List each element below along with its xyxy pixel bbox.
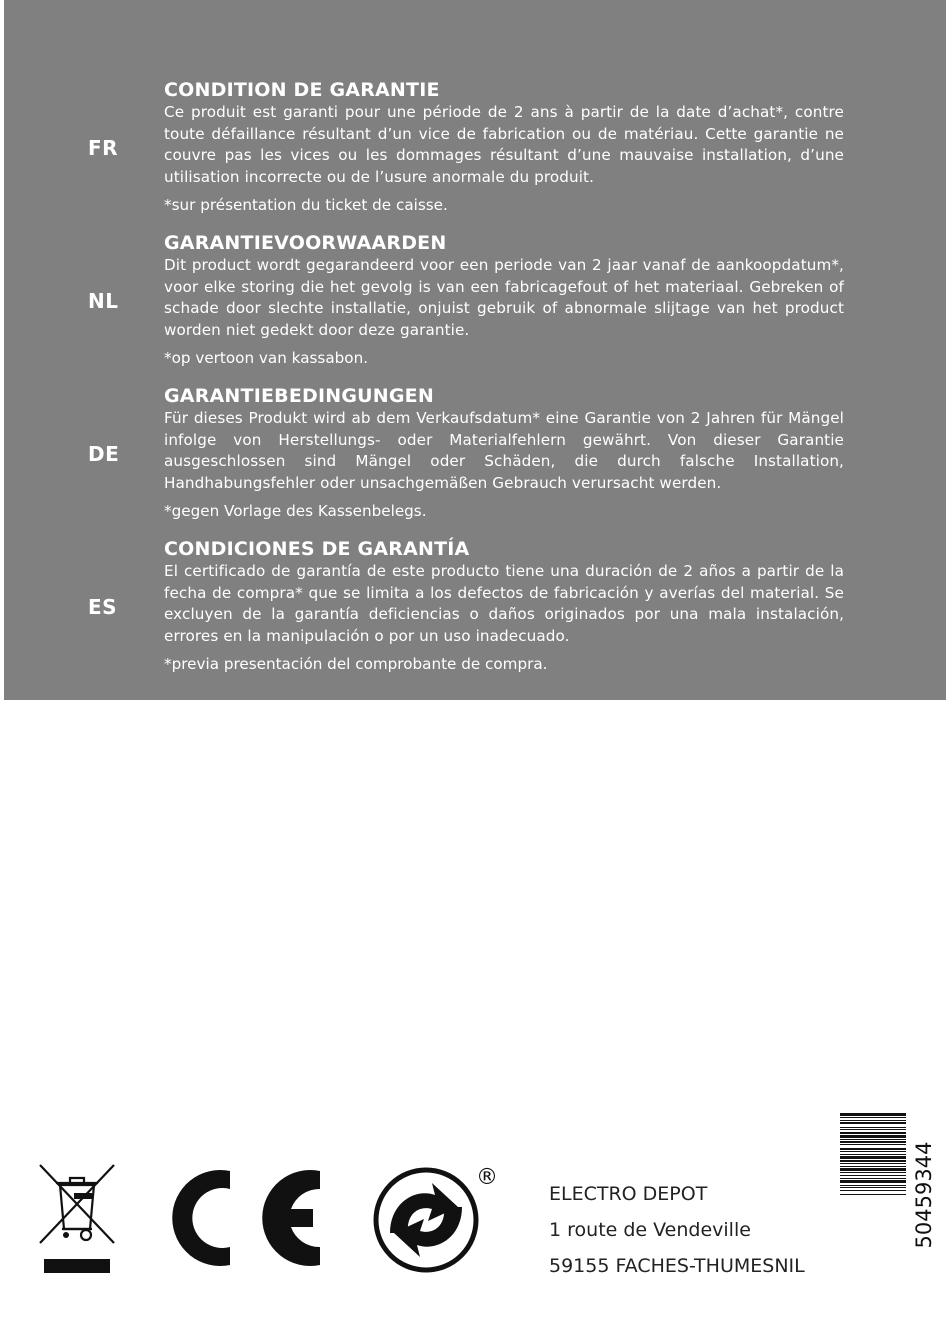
ce-mark-icon [170,1163,330,1273]
warranty-panel [4,0,946,700]
lang-code: NL [88,289,119,313]
barcode-number-wrap [904,1113,944,1277]
barcode-number: 50459344 [912,1141,936,1249]
section-note: *previa presentación del comprobante de compra. [164,654,548,673]
address-line: 1 route de Vendeville [549,1219,751,1241]
barcode [840,1113,906,1277]
weee-crossed-bin-icon [38,1163,116,1277]
registered-mark: ® [476,1165,498,1190]
section-text: Ce produit est garanti pour une période de 2 ans à partir de la date d’achat*, contre toute défaillance résultant d’un vice de fabrication ou de matériau. Cette garantie ne couvre pas les vices ou les dommages résultant d’une mauvaise installation, d’une utilisation incorrecte ou de l’usure anormale du produit. [164,103,844,187]
lang-code: FR [88,136,119,160]
section-note: *sur présentation du ticket de caisse. [164,195,448,214]
section-title: CONDICIONES DE GARANTÍA [164,538,470,560]
manufacturer-address [549,1176,805,1284]
address-line: ELECTRO DEPOT [549,1183,708,1205]
lang-code: DE [88,442,120,466]
section-text: Dit product wordt gegarandeerd voor een periode van 2 jaar vanaf de aankoopdatum*, voor elke storing die het gevolg is van een fabricagefout of het materiaal. Gebreken of schade door slechte installatie, onjuist gebruik of abnormale slijtage van het product worden niet gedekt door deze garantie. [164,256,844,340]
section-title: CONDITION DE GARANTIE [164,79,440,101]
section-title: GARANTIEBEDINGUNGEN [164,385,434,407]
section-note: *gegen Vorlage des Kassenbelegs. [164,501,427,520]
green-dot-icon [370,1163,482,1277]
section-text: Für dieses Produkt wird ab dem Verkaufsdatum* eine Garantie von 2 Jahren für Mängel infolge von Herstellungs- oder Materialfehlern gewährt. Von dieser Garantie ausgeschlossen sind Mängel oder Schäden, die durch falsche Installation, Handhabungsfehler oder unsachgemäßen Gebrauch verursacht werden. [164,409,844,493]
lang-code: ES [88,595,118,619]
address-line: 59155 FACHES-THUMESNIL [549,1255,805,1277]
section-text: El certificado de garantía de este producto tiene una duración de 2 años a partir de la fecha de compra* que se limita a los defectos de fabricación y averías del material. Se excluyen de la garantía deficiencias o daños originados por una mala instalación, errores en la manipulación o por un uso inadecuado. [164,562,844,646]
section-note: *op vertoon van kassabon. [164,348,369,367]
section-title: GARANTIEVOORWAARDEN [164,232,447,254]
